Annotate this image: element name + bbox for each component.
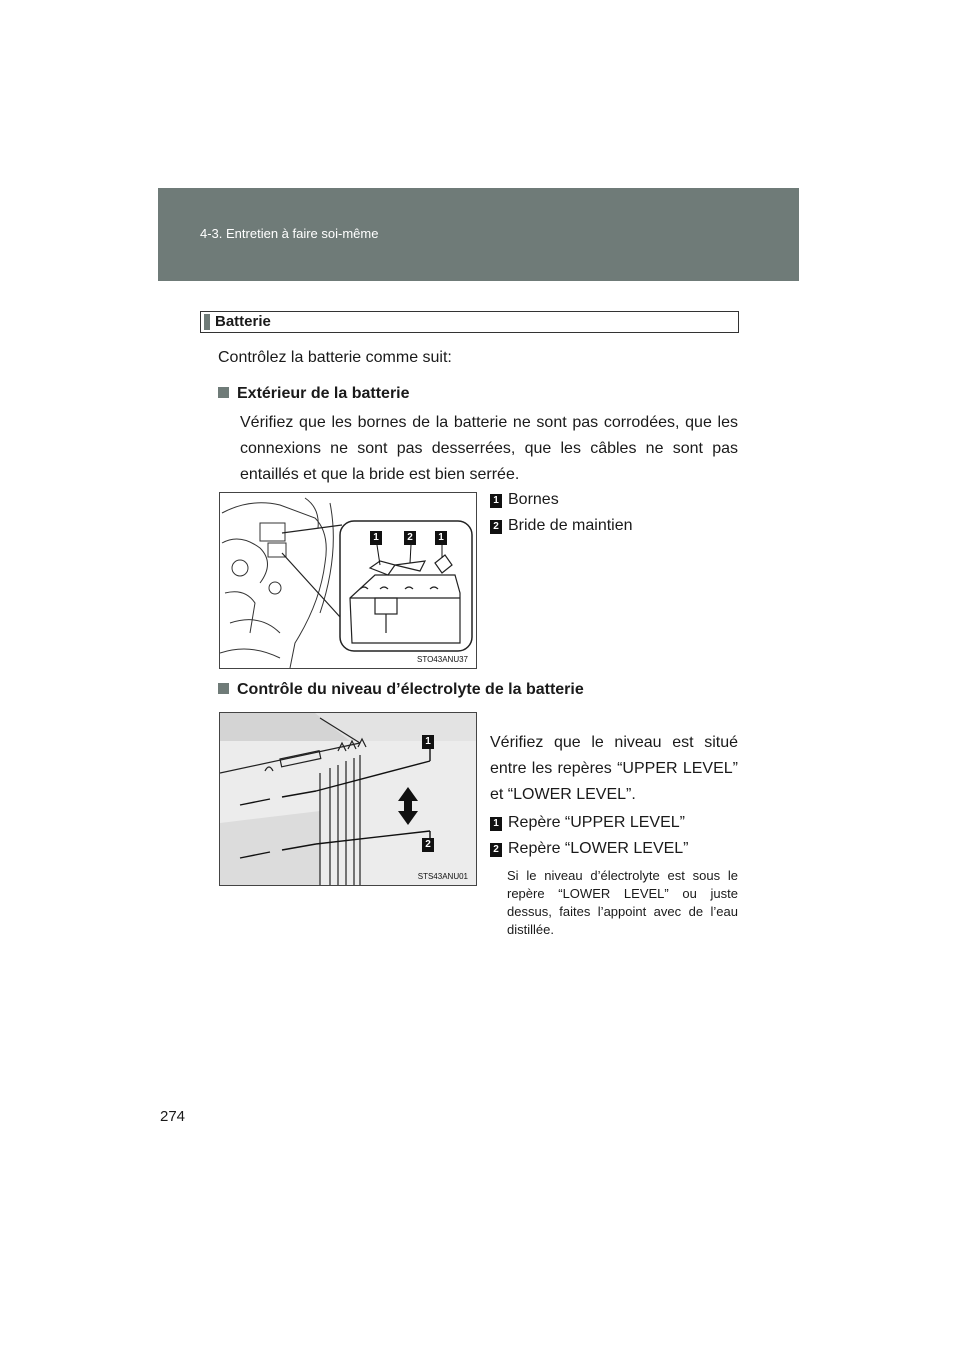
legend-number: 1 — [490, 494, 502, 508]
callout-1: 1 — [370, 531, 382, 545]
square-bullet-icon — [218, 387, 229, 398]
legend-label: Repère “LOWER LEVEL” — [508, 840, 689, 857]
subheading-exterior-text: Extérieur de la batterie — [237, 385, 410, 402]
section-heading-box — [200, 311, 739, 333]
figure-electrolyte-level — [219, 712, 477, 886]
electrolyte-level-illustration — [220, 713, 476, 885]
legend-item — [490, 491, 559, 509]
callout-1b: 1 — [435, 531, 447, 545]
legend-label: Repère “UPPER LEVEL” — [508, 814, 685, 831]
battery-terminals-illustration — [220, 493, 476, 668]
legend-number: 1 — [490, 817, 502, 831]
page-number: 274 — [160, 1108, 186, 1125]
exterior-paragraph: Vérifiez que les bornes de la batterie ne sont pas corrodées, que les connexions ne sont pas desserrées, que les câbles ne sont pas entaillés et que la bride est bien serrée. — [240, 414, 738, 483]
figure-code: STS43ANU01 — [417, 872, 468, 881]
section-marker — [204, 314, 210, 330]
legend-number: 2 — [490, 520, 502, 534]
legend-number: 2 — [490, 843, 502, 857]
section-title: Batterie — [215, 313, 271, 330]
subheading-exterior — [218, 385, 410, 403]
note-text: Si le niveau d’électrolyte est sous le repère “LOWER LEVEL” ou juste dessus, faites l’appoint avec de l’eau distillée. — [507, 868, 738, 937]
legend-label: Bride de maintien — [508, 517, 633, 534]
figure-battery-terminals — [219, 492, 477, 669]
callout-2: 2 — [404, 531, 416, 545]
subheading-electrolyte — [218, 681, 584, 699]
callout-upper: 1 — [422, 735, 434, 749]
electrolyte-paragraph: Vérifiez que le niveau est situé entre les repères “UPPER LEVEL” et “LOWER LEVEL”. — [490, 734, 738, 803]
subheading-electrolyte-text: Contrôle du niveau d’électrolyte de la batterie — [237, 681, 584, 698]
legend-item — [490, 814, 685, 832]
legend-label: Bornes — [508, 491, 559, 508]
legend-item — [490, 517, 633, 535]
square-bullet-icon — [218, 683, 229, 694]
callout-lower: 2 — [422, 838, 434, 852]
figure-code: STO43ANU37 — [417, 655, 468, 664]
intro-text: Contrôlez la batterie comme suit: — [218, 349, 452, 366]
legend-item — [490, 840, 689, 858]
breadcrumb: 4-3. Entretien à faire soi-même — [200, 226, 379, 241]
